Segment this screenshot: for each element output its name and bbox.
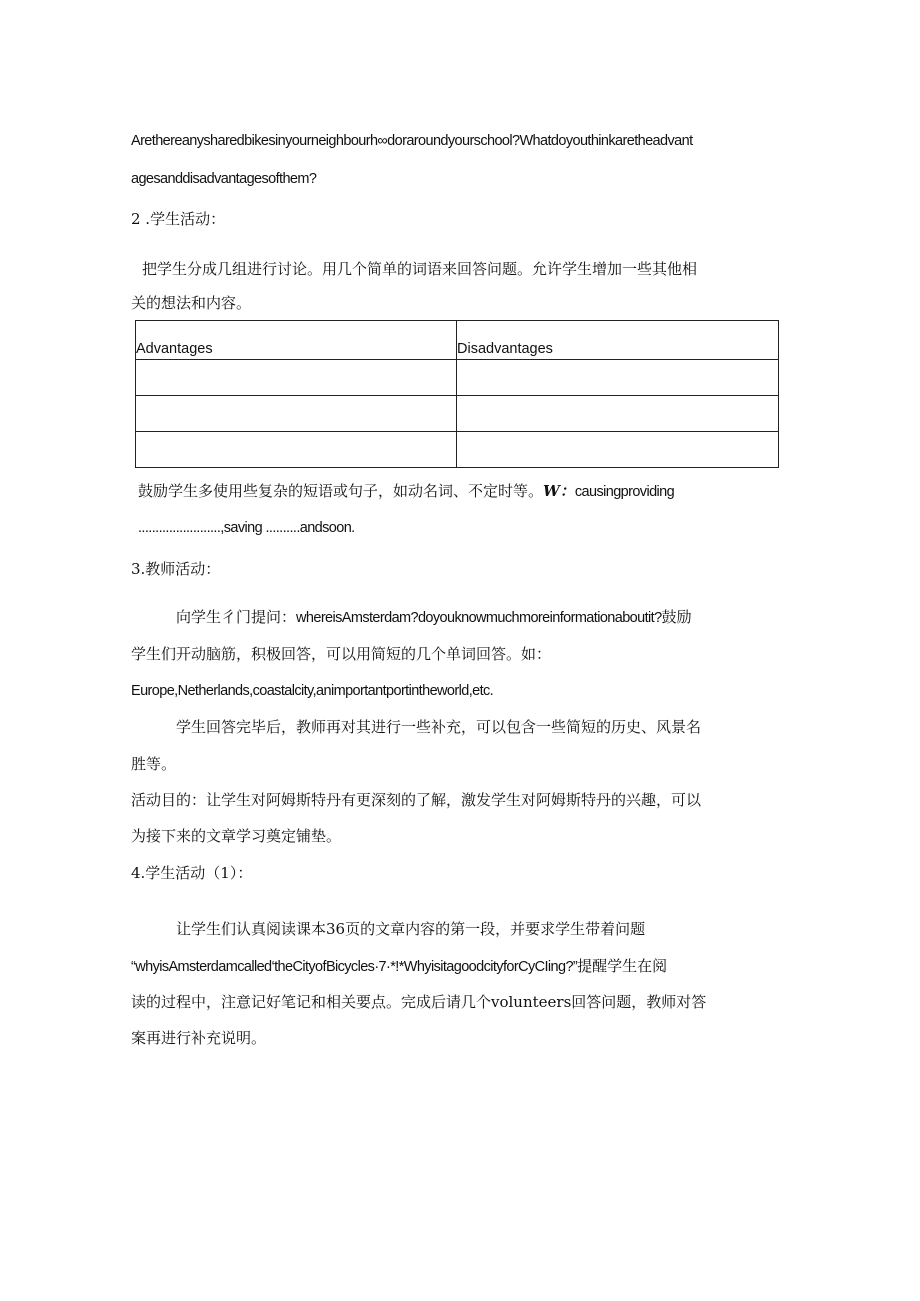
phrases-line1-examples: causingproviding: [574, 484, 675, 500]
table-cell: [136, 360, 457, 396]
phrases-line1: [138, 484, 674, 500]
section-3-heading: 3.教师活动：: [131, 560, 221, 578]
table-cell: [136, 432, 457, 468]
reading-line1: 让学生们认真阅读课本36页的文章内容的第一段，并要求学生带着问题: [176, 920, 646, 938]
section-4-heading: 4.学生活动（1）：: [131, 864, 253, 882]
reading-line2-suffix: 提醒学生在阅: [577, 957, 668, 975]
teacher-question-line2: 学生们开动脑筋，积极回答，可以用简短的几个单词回答。如：: [131, 645, 552, 663]
table-cell: [457, 360, 779, 396]
teacher-question-english: whereisAmsterdam?doyouknowmuchmoreinformationaboutit?: [296, 610, 662, 626]
section-2-heading: 2 .学生活动：: [131, 210, 226, 228]
table-cell: [457, 432, 779, 468]
teacher-question-suffix: 鼓励: [661, 608, 692, 626]
table-row: [136, 360, 779, 396]
table-cell: [136, 396, 457, 432]
purpose-line1: 活动目的：让学生对阿姆斯特丹有更深刻的了解，激发学生对阿姆斯特丹的兴趣，可以: [131, 791, 702, 809]
phrases-line1-text: 鼓励学生多使用些复杂的短语或句子，如动名词、不定时等。: [138, 482, 544, 500]
group-discussion-line1: 把学生分成几组进行讨论。用几个简单的词语来回答问题。允许学生增加一些其他相: [142, 260, 698, 278]
header-advantages: Advantages: [136, 321, 457, 360]
table-header-row: [136, 321, 779, 360]
table-cell: [457, 396, 779, 432]
reading-line3: 读的过程中，注意记好笔记和相关要点。完成后请几个volunteers回答问题，教师对答: [131, 993, 707, 1011]
reading-question-english: “whyisAmsterdamcalled‘theCityofBicycles·7·*!*WhyisitagoodcityforCyCIing?”: [131, 959, 578, 975]
reading-line4: 案再进行补充说明。: [131, 1029, 267, 1047]
phrases-line2: ........................,saving ..........andsoon.: [138, 520, 355, 536]
supplement-line1: 学生回答完毕后，教师再对其进行一些补充，可以包含一些简短的历史、风景名: [176, 718, 702, 736]
table-row: [136, 396, 779, 432]
intro-question-line1: Arethereanysharedbikesinyourneighbourh∞doraroundyourschool?Whatdoyouthinkaretheadvant: [131, 133, 693, 149]
intro-question-line2: agesanddisadvantagesofthem?: [131, 171, 317, 187]
reading-line2: [131, 959, 667, 975]
teacher-question-line1: [176, 610, 692, 626]
phrases-line1-w: W：: [543, 482, 575, 500]
advantages-table: [135, 320, 779, 468]
table-row: [136, 432, 779, 468]
purpose-line2: 为接下来的文章学习奠定铺垫。: [131, 827, 342, 845]
teacher-answers-example: Europe,Netherlands,coastalcity,animportantportintheworld,etc.: [131, 683, 494, 699]
header-disadvantages: Disadvantages: [457, 321, 779, 360]
teacher-question-prefix: 向学生彳门提问：: [176, 608, 297, 626]
group-discussion-line2: 关的想法和内容。: [131, 294, 252, 312]
supplement-line2: 胜等。: [131, 755, 177, 773]
